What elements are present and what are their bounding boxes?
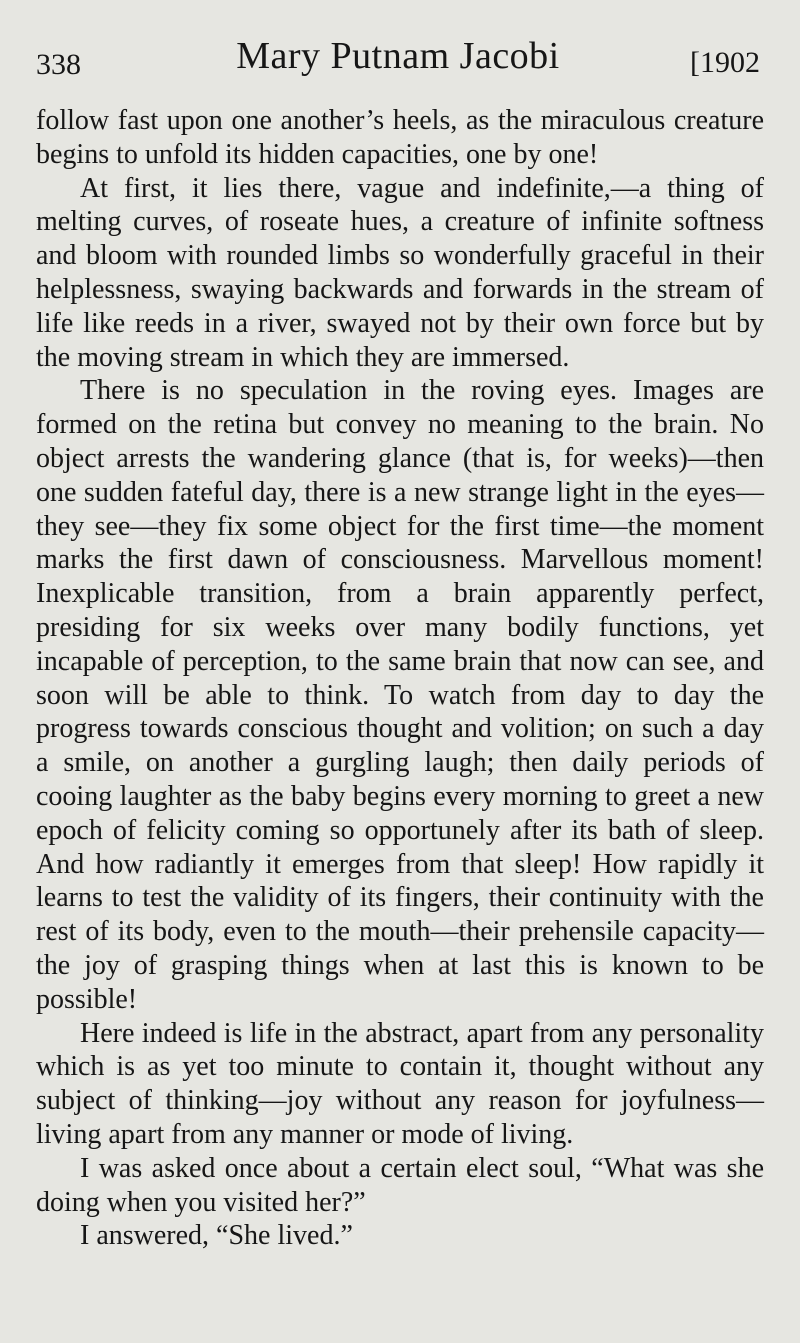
- paragraph: At first, it lies there, vague and indefinite,—a thing of melting curves, of roseate hues, a creature of infinite softness and bloom with rounded limbs so wonderfully graceful in their helplessness, swaying backwards and forwards in the stream of life like reeds in a river, swayed not by their own force but by the moving stream in which they are immersed.: [36, 172, 764, 373]
- page-header: [36, 30, 760, 90]
- header-year: [1902: [690, 46, 760, 79]
- paragraph: I answered, “She lived.”: [80, 1220, 353, 1252]
- running-head-title: Mary Putnam Jacobi: [236, 35, 560, 77]
- body-text: [36, 104, 764, 1253]
- paragraph-continuation: follow fast upon one another’s heels, as the miraculous creature begins to unfold its hidden capacities, one by one!: [36, 105, 764, 170]
- paragraph: Here indeed is life in the abstract, apart from any personality which is as yet too minute to contain it, thought without any subject of thinking—joy without any reason for joyfulness—living apart from any manner or mode of living.: [36, 1017, 764, 1150]
- paragraph: I was asked once about a certain elect soul, “What was she doing when you visited her?”: [36, 1152, 764, 1218]
- page-number: 338: [36, 48, 81, 81]
- paragraph: There is no speculation in the roving eyes. Images are formed on the retina but convey no meaning to the brain. No object arrests the wandering glance (that is, for weeks)—then one sudden fateful day, there is a new strange light in the eyes—they see—they fix some object for the first time—the moment marks the first dawn of consciousness. Marvellous moment! Inexplicable transition, from a brain apparently perfect, presiding for six weeks over many bodily functions, yet incapable of perception, to the same brain that now can see, and soon will be able to think. To watch from day to day the progress towards conscious thought and volition; on such a day a smile, on another a gurgling laugh; then daily periods of cooing laughter as the baby begins every morning to greet a new epoch of felicity coming so opportunely after its bath of sleep. And how radiantly it emerges from that sleep! How rapidly it learns to test the validity of its fingers, their continuity with the rest of its body, even to the mouth—their prehensile capacity—the joy of grasping things when at last this is known to be possible!: [36, 375, 764, 1015]
